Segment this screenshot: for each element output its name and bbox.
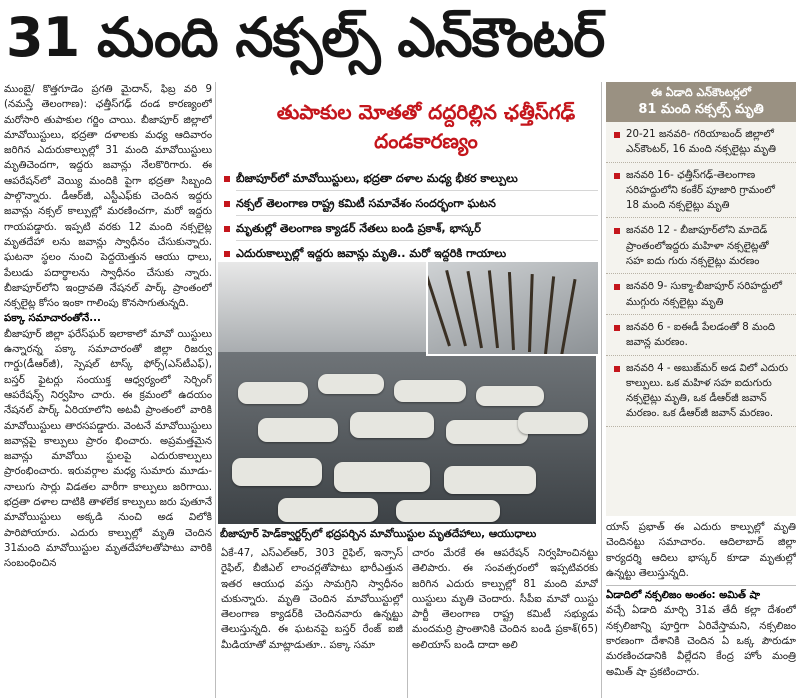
- bullet-square-icon: [614, 228, 620, 234]
- bullet-square-icon: [224, 226, 230, 232]
- sidebar-item-text: జనవరి 12 - బీజాపూర్‌లోని మాదెడ్ ప్రాంతంలోఇద్దరు మహిళా నక్సలైట్లతో సహ ఐదు గురు నక్సలైట్లు మరణం: [626, 225, 769, 268]
- related-story-body: వచ్చే ఏడాది మార్చి 31వ తేదీ కల్లా దేశంలో నక్సలిజాన్ని పూర్తిగా ఏరివేస్తామని, నక్సలిజం కారణంగా దేశానికి చెందిన ఏ ఒక్క పౌరుడూ మరణించడానికి వీల్లేదని కేంద్ర హోం మంత్రి అమిత్ షా ప్రకటించారు.: [606, 605, 796, 678]
- highlights-list: [224, 170, 598, 270]
- sidebar-item-text: జనవరి 6 - ఐఈడీ పేలడంతో 8 మంది జవాన్ల మరణం.: [626, 321, 776, 349]
- headline: 31 మంది నక్సల్స్ ఎన్‌కౌంటర్: [6, 6, 605, 69]
- left-paragraph: ముంబై/ కొత్తగూడెం ప్రగతి మైదాన్, ఫిబ్ర వరి 9 (నమస్తే తెలంగాణ): ఛత్తీస్‌గఢ్ దండ కారణ్యంలో మరోసారి తుపాకుల గర్జిం చాయి. బీజాపూర్ జిల్లాలో మావోయిస్టులు, భద్రతా దళాలకు మధ్య ఆదివారం జరిగిన ఎదురుకాల్పుల్లో 31 మంది మావోయిస్టులు మృతిచెందగా, ఇద్దరు జవాన్లు నేలకొరిగారు. ఈ ఆపరేషన్‌లో వెయ్యి మందికి పైగా భద్రతా సిబ్బంది పాల్గొన్నారు. డీఆర్‌జీ, ఎస్టీఎఫ్‌కు చెందిన ఇద్దరు జవాన్లు నక్సల్ కాల్పుల్లో మరణించగా, మరో ఇద్దరు గాయపడ్డారు. ఇప్పటి వరకు 12 మంది నక్సలైట్ల మృతదేహా లను జవాన్లు స్వాధీనం చేసుకున్నారు. ఘటనా స్థలం నుంచి పెద్దయెత్తున ఆయు ధాలు, పేలుడు పదార్థాలను స్వాధీనం చేసుకు న్నారు. బీజాపూర్‌లోని ఇంద్రావతి నేషనల్ పార్క్ ప్రాంతంలో నక్సలైట్ల కోసం ఇంకా గాలింపు కొనసాగుతున్నది.: [4, 84, 212, 310]
- weapons-inset-photo: [426, 262, 598, 356]
- bullet-square-icon: [224, 251, 230, 257]
- photo-caption: బీజాపూర్ హెడ్‌క్వార్టర్స్‌లో భద్రపర్చిన మావోయిస్టుల మృతదేహాలు, ఆయుధాలు: [220, 528, 537, 540]
- sidebar-item-text: జనవరి 4 - అబుజ్‌మర్‌ అడ విలో ఎదురు కాల్పులు. ఒక మహిళ సహ ఐదుగురు నక్సలైట్లు మృతి, ఒక డీఆర్‌జీ జవాన్ మరణం. ఒక డీఆర్‌జీ జవాన్ మరణం.: [626, 362, 788, 420]
- kicker-headline: తుపాకుల మోతతో దద్దరిల్లిన ఛత్తీస్‌గఢ్ దండకారణ్యం: [276, 100, 576, 153]
- highlight-text: మృతుల్లో తెలంగాణ క్యాడర్ నేతలు బండి ప్రకాశ్, భాస్కర్: [236, 220, 598, 241]
- rifle: [488, 270, 499, 348]
- bullet-square-icon: [614, 366, 620, 372]
- highlight-text: బీజాపూర్‌లో మావోయిస్టులు, భద్రతా దళాల మధ్య భీకర కాల్పులు: [236, 170, 598, 191]
- rifle: [528, 274, 534, 352]
- bullet-square-icon: [614, 173, 620, 179]
- sidebar-item: [606, 315, 796, 356]
- highlight-text: నక్సల్ తెలంగాణ రాష్ట్ర కమిటీ సమావేశం సందర్భంగా ఘటన: [236, 195, 598, 216]
- rifle: [508, 272, 515, 350]
- sidebar-item-text: జనవరి 16- ఛత్తీస్‌గఢ్-తెలంగాణ సరిహద్దులోని కంకేర్ పూజారి గ్రామంలో 18 మంది నక్సలైట్లు మృతి: [626, 169, 775, 212]
- highlight-item: [224, 195, 598, 216]
- related-story: [606, 585, 796, 680]
- bullet-square-icon: [614, 284, 620, 290]
- rifle: [544, 276, 555, 354]
- column-divider: [601, 82, 602, 698]
- middle-column-2: చారం మేరకే ఈ ఆపరేషన్ నిర్వహించినట్టు తెలిపారు. ఈ సంవత్సరంలో ఇప్పటివరకు జరిగిన ఎదురు కాల్పుల్లో 81 మంది మావో యిస్టులు మృతి చెందారు. సీపీఐ మావో యిస్టు పార్టీ తెలంగాణ రాష్ట్ర కమిటీ సభ్యుడు మందమర్రి ప్రాంతానికి చెందిన బండి ప్రకాశ్(65) అలియాస్ బండి దాదా అలి: [412, 548, 598, 651]
- body-bag: [232, 458, 322, 486]
- rifle: [560, 279, 576, 356]
- sidebar-item: [606, 122, 796, 163]
- left-paragraph: బీజాపూర్ జిల్లా ఫరేస్‌ఘర్ ఇలాకాలో మావో యిస్టులు ఉన్నారన్న పక్కా సమాచారంతో జిల్లా రిజర్వు గార్డు(డీఆర్‌జీ), స్పెషల్ టాస్క్ ఫోర్స్(ఎస్‌టీఎఫ్), బస్తర్ ఫైటర్లు సంయుక్త ఆధ్వర్యంలో సెర్చింగ్ ఆపరేషన్స్ నిర్వహిం చారు. ఈ క్రమంలో ఉదయం నేషనల్ పార్క్ ఏరియాలోని అటవీ ప్రాంతంలో వారికి మావోయిస్టులు తారసపడ్డారు. వెంటనే మావోయిస్టులు జవాన్లపై కాల్పులు ప్రారం భించారు. అప్రమత్తమైన జవాన్లు మావోయి స్టులపై ఎదురుకాల్పులు ప్రారంభించారు. ఇరువర్గాల మధ్య సుమారు మూడు-నాలుగు సార్లు విడతల వారీగా కాల్పులు జరిగాయి. భద్రతా దళాల దాటికి తాళలేక కాల్పులు జరు పుతూనే మావోయిస్టులు అక్కడి నుంచి అడ విలోకి పారిపోయారు. ఎదురు కాల్పుల్లో మృతి చెందిన 31మంది మావోయిస్టుల మృతదేహాలతోపాటు వారికి సంబంధించిన: [4, 328, 212, 570]
- sidebar-box: [606, 82, 796, 516]
- highlight-item: [224, 170, 598, 191]
- left-subheading: పక్కా సమాచారంతోనే...: [4, 313, 101, 325]
- body-bag: [518, 412, 588, 434]
- rifle: [445, 270, 467, 346]
- highlight-item: [224, 220, 598, 241]
- body-bag: [350, 412, 434, 438]
- sidebar-header-line1: ఈ ఏడాది ఎన్‌కౌంటర్లలో: [651, 86, 751, 99]
- sidebar-item-text: 20-21 జనవరి- గరియాబంద్ జిల్లాలో ఎన్‌కౌంటర్, 16 మంది నక్సలైట్లు మృతి: [626, 129, 776, 156]
- sidebar-item: [606, 274, 796, 315]
- sidebar-item: [606, 218, 796, 274]
- bullet-square-icon: [614, 325, 620, 331]
- body-bag: [258, 418, 338, 442]
- sidebar-item: [606, 356, 796, 427]
- body-bag: [238, 382, 308, 404]
- body-bag: [396, 500, 500, 522]
- related-story-heading: ఏడాదిలో నక్సలిజం అంతం: అమిత్ షా: [606, 590, 761, 602]
- body-bag: [278, 498, 378, 522]
- body-bag: [446, 420, 528, 444]
- bullet-square-icon: [224, 201, 230, 207]
- body-bag: [476, 386, 544, 406]
- body-bag: [334, 462, 430, 492]
- body-bag: [318, 374, 384, 394]
- rifle: [466, 271, 482, 348]
- body-bag: [394, 380, 466, 402]
- body-bag: [444, 466, 536, 494]
- sidebar-item: [606, 163, 796, 219]
- sidebar-header: [606, 82, 796, 122]
- column-divider: [407, 546, 408, 698]
- right-column: [606, 520, 796, 698]
- highlight-text: ఎదురుకాల్పుల్లో ఇద్దరు జవాన్లు మృతి.. మరో ఇద్దరికి గాయాలు: [236, 245, 598, 266]
- right-paragraph: యాస్ ప్రభాత్ ఈ ఎదురు కాల్పుల్లో మృతి చెందినట్టు సమాచారం. ఆదిలాబాద్ జిల్లా కార్యదర్శి ఆదిలు భాస్కర్ కూడా మృతుల్లో ఉన్నట్టు తెలుస్తున్నది.: [606, 522, 796, 579]
- bullet-square-icon: [614, 132, 620, 138]
- left-column: [4, 82, 212, 698]
- middle-column-1: ఏకే-47, ఎస్‌ఎల్‌ఆర్, 303 రైఫిల్, ఇన్సాస్ రైఫిల్, బీజీఎల్ లాంచర్లతోపాటు భారీఎత్తున ఇతర ఆయుధ వస్తు సామగ్రిని స్వాధీనం చుకున్నారు. మృతి చెందిన మావోయిస్టుల్లో తెలంగాణ క్యాడర్‌కి చెందినవారు ఉన్నట్టు తెలుస్తున్నది. ఈ ఘటనపై బస్తర్ రేంజ్ ఐజీ మీడియాతో మాట్లాడుతూ.. పక్కా సమా: [221, 548, 403, 651]
- bullet-square-icon: [224, 176, 230, 182]
- sidebar-header-line2: 81 మంది నక్సల్స్ మృతి: [638, 102, 764, 117]
- column-divider: [215, 82, 216, 698]
- sidebar-item-text: జనవరి 9- సుక్మా-బీజాపూర్ సరిహద్దులో ముగ్గురు నక్సలైట్లు మృతి: [626, 281, 783, 308]
